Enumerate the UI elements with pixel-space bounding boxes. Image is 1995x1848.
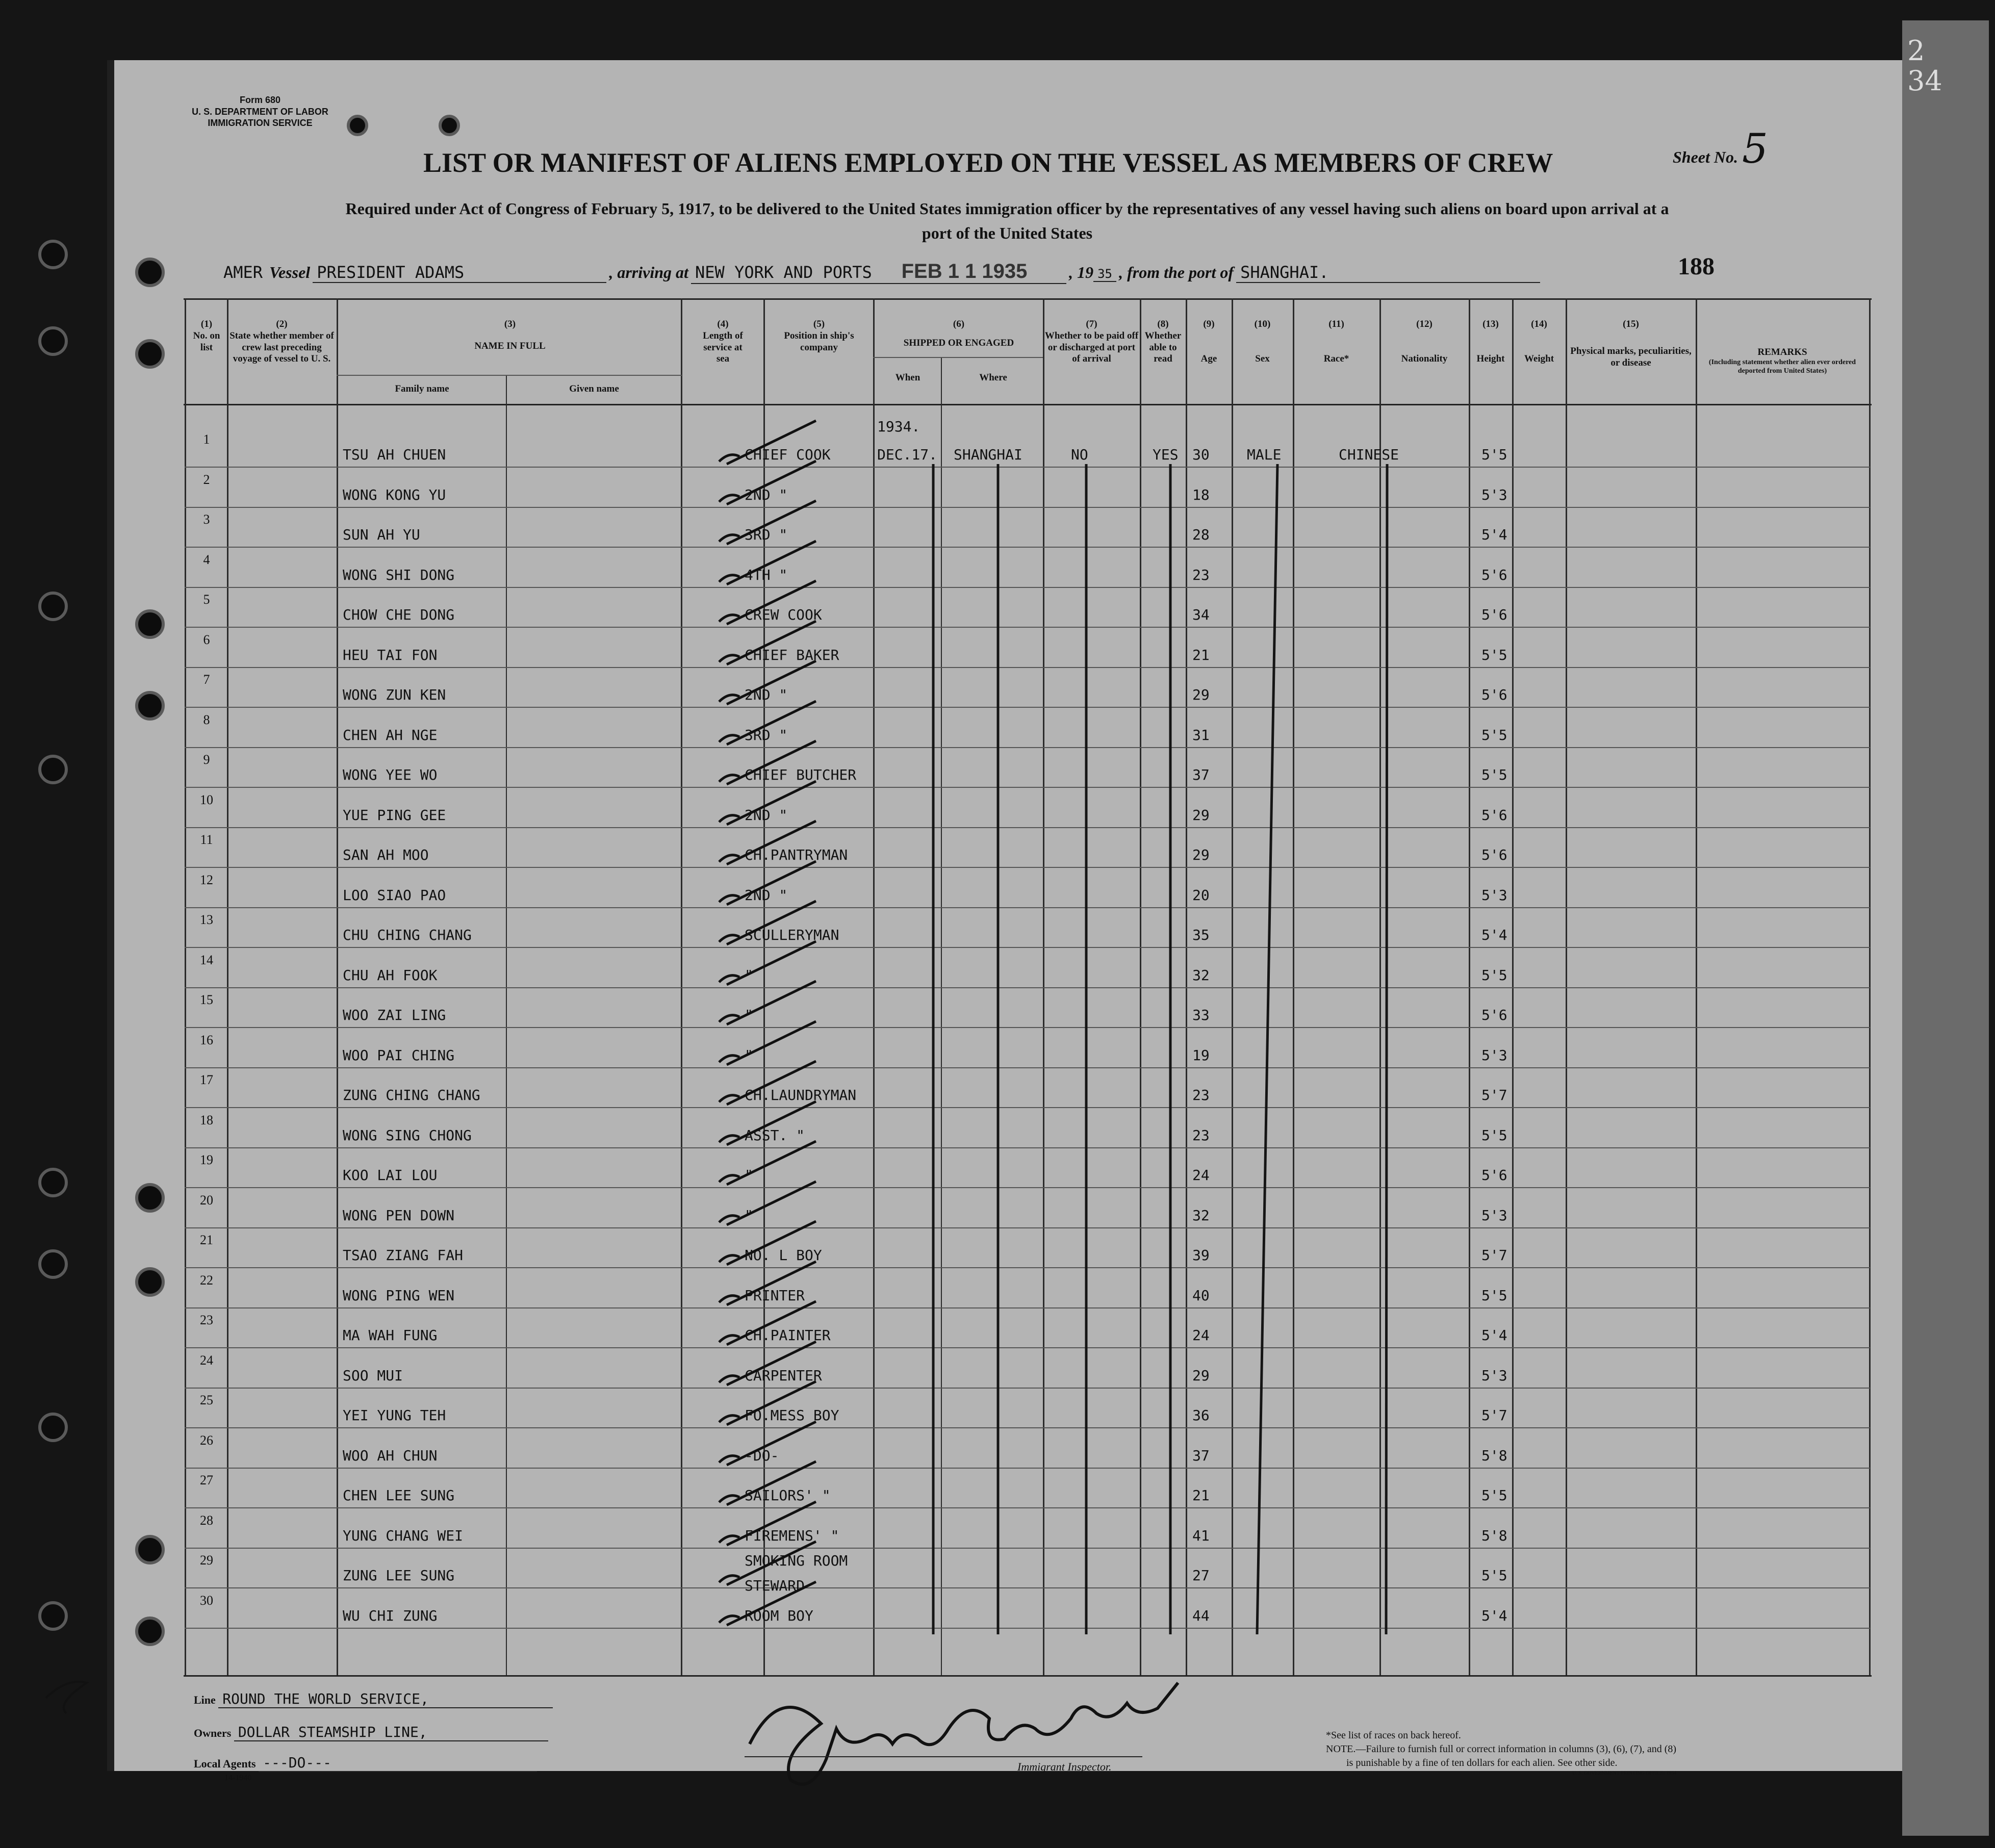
age: 19 <box>1192 1047 1210 1064</box>
departure-port: SHANGHAI. <box>1236 263 1540 283</box>
row-number: 28 <box>200 1513 213 1528</box>
footer-line: Line ROUND THE WORLD SERVICE, <box>194 1690 553 1708</box>
height: 5'4 <box>1481 927 1507 943</box>
age: 34 <box>1192 606 1210 623</box>
position: 2ND " <box>745 686 788 703</box>
height: 5'5 <box>1481 766 1507 783</box>
age: 23 <box>1192 567 1210 583</box>
position: NO. L BOY <box>745 1247 822 1264</box>
position: 4TH " <box>745 567 788 583</box>
height: 5'7 <box>1481 1407 1507 1424</box>
row-number: 7 <box>203 672 210 687</box>
row-number: 27 <box>200 1473 213 1487</box>
family-name: WOO PAI CHING <box>343 1047 455 1064</box>
row-number: 6 <box>203 632 210 647</box>
position: FO.MESS BOY <box>745 1407 839 1424</box>
row-number: 26 <box>200 1433 213 1448</box>
age: 32 <box>1192 967 1210 984</box>
height: 5'6 <box>1481 807 1507 824</box>
age: 37 <box>1192 766 1210 783</box>
year-value: 35 <box>1093 267 1116 282</box>
age: 44 <box>1192 1607 1210 1624</box>
page-title: LIST OR MANIFEST OF ALIENS EMPLOYED ON THE VESSEL AS MEMBERS OF CREW <box>423 147 1553 178</box>
family-name: CHEN LEE SUNG <box>343 1487 455 1504</box>
date-stamp: FEB 1 1 1935 <box>901 260 1028 283</box>
height: 5'6 <box>1481 1007 1507 1023</box>
row-number: 4 <box>203 552 210 567</box>
row-number: 17 <box>200 1072 213 1087</box>
height: 5'5 <box>1481 727 1507 743</box>
vessel-label: Vessel <box>269 263 311 281</box>
height: 5'5 <box>1481 967 1507 984</box>
age: 29 <box>1192 846 1210 863</box>
col-header-service-length: (4) Length of service at sea <box>703 319 743 365</box>
position: -DO- <box>745 1447 779 1464</box>
position: ASST. " <box>745 1127 805 1144</box>
height: 5'4 <box>1481 526 1507 543</box>
family-name: TSAO ZIANG FAH <box>343 1247 464 1264</box>
shipped-when: DEC.17. <box>877 446 938 463</box>
height: 5'6 <box>1481 606 1507 623</box>
position: CHIEF BUTCHER <box>745 766 857 783</box>
margin-marks: 2 34 <box>1907 35 1942 97</box>
position: FIREMENS' " <box>745 1527 839 1544</box>
position: SAILORS' " <box>745 1487 831 1504</box>
position: ROOM BOY <box>745 1607 813 1624</box>
row-number: 15 <box>200 992 213 1007</box>
height: 5'5 <box>1481 1567 1507 1584</box>
manifest-count: 188 <box>1678 253 1715 280</box>
vessel-name: PRESIDENT ADAMS <box>313 263 606 283</box>
row-number: 8 <box>203 712 210 727</box>
row29-position-extra: SMOKING ROOM <box>745 1552 848 1569</box>
height: 5'6 <box>1481 686 1507 703</box>
age: 39 <box>1192 1247 1210 1264</box>
row-number: 23 <box>200 1313 213 1327</box>
position: " <box>745 967 753 984</box>
age: 40 <box>1192 1287 1210 1304</box>
footer-agents: Local Agents ---DO--- <box>194 1754 537 1772</box>
race-value: CHINESE <box>1339 446 1399 463</box>
height: 5'5 <box>1481 1487 1507 1504</box>
position: CH.PANTRYMAN <box>745 846 848 863</box>
row-number: 16 <box>200 1033 213 1047</box>
position: CARPENTER <box>745 1367 822 1384</box>
height: 5'3 <box>1481 1367 1507 1384</box>
family-name: LOO SIAO PAO <box>343 887 446 904</box>
family-name: YEI YUNG TEH <box>343 1407 446 1424</box>
row-number: 25 <box>200 1393 213 1407</box>
from-label: , from the port of <box>1119 263 1234 281</box>
height: 5'5 <box>1481 647 1507 663</box>
age: 23 <box>1192 1087 1210 1103</box>
family-name: MA WAH FUNG <box>343 1327 438 1344</box>
col-header-paid-off: (7) Whether to be paid off or discharged at port of arrival <box>1044 319 1139 365</box>
footer-notes: *See list of races on back hereof. NOTE.—Failure to furnish full or correct information in columns (3), (6), (7), and (8) is punishable by a fine of ten dollars for each alien. See other side. U. S. GOVERNMENT PRINTING OFFICE: 1934 <box>1326 1730 1677 1776</box>
family-name: SAN AH MOO <box>343 846 429 863</box>
height: 5'4 <box>1481 1327 1507 1344</box>
position: CHIEF COOK <box>745 446 831 463</box>
row-number: 14 <box>200 953 213 967</box>
col-header-read: (8) Whether able to read <box>1144 319 1182 365</box>
family-name: CHU AH FOOK <box>343 967 438 984</box>
family-name: HEU TAI FON <box>343 647 438 663</box>
position: SCULLERYMAN <box>745 927 839 943</box>
position: " <box>745 1207 753 1224</box>
height: 5'5 <box>1481 1287 1507 1304</box>
row-number: 1 <box>203 432 210 447</box>
age: 29 <box>1192 807 1210 824</box>
height: 5'5 <box>1481 1127 1507 1144</box>
col-header-sex: (10) Sex <box>1254 319 1271 364</box>
position: CH.PAINTER <box>745 1327 831 1344</box>
height: 5'5 <box>1481 446 1507 463</box>
arriving-port: NEW YORK AND PORTS FEB 1 1 1935 <box>691 260 1066 284</box>
family-name: YUE PING GEE <box>343 807 446 824</box>
age: 33 <box>1192 1007 1210 1023</box>
col-header-physical-marks: (15) Physical marks, peculiarities, or disease <box>1570 319 1692 368</box>
age: 30 <box>1192 446 1210 463</box>
row-number: 19 <box>200 1152 213 1167</box>
vessel-prefix: AMER <box>223 263 263 282</box>
position: PRINTER <box>745 1287 805 1304</box>
age: 35 <box>1192 927 1210 943</box>
footer-owners: Owners DOLLAR STEAMSHIP LINE, <box>194 1724 548 1741</box>
age: 23 <box>1192 1127 1210 1144</box>
position: " <box>745 1167 753 1184</box>
position: CH.LAUNDRYMAN <box>745 1087 857 1103</box>
col-header-shipped: (6) SHIPPED OR ENGAGED <box>903 319 1014 348</box>
row-number: 11 <box>200 832 213 847</box>
row-number: 3 <box>203 512 210 527</box>
age: 29 <box>1192 686 1210 703</box>
position: CREW COOK <box>745 606 822 623</box>
col-header-position: (5) Position in ship's company <box>784 319 854 353</box>
col-header-family-name: Family name <box>395 383 449 394</box>
col-header-age: (9) Age <box>1200 319 1217 364</box>
row-number: 21 <box>200 1233 213 1247</box>
form-code: 14-1940 <box>224 1774 252 1782</box>
row-number: 5 <box>203 592 210 607</box>
family-name: WONG KONG YU <box>343 486 446 503</box>
age: 36 <box>1192 1407 1210 1424</box>
position: 2ND " <box>745 807 788 824</box>
position: " <box>745 1007 753 1023</box>
age: 28 <box>1192 526 1210 543</box>
family-name: CHU CHING CHANG <box>343 927 472 943</box>
family-name: WONG YEE WO <box>343 766 438 783</box>
family-name: WONG ZUN KEN <box>343 686 446 703</box>
age: 21 <box>1192 647 1210 663</box>
age: 20 <box>1192 887 1210 904</box>
row-number: 24 <box>200 1353 213 1368</box>
height: 5'3 <box>1481 1047 1507 1064</box>
position: STEWARD <box>745 1577 805 1594</box>
family-name: CHEN AH NGE <box>343 727 438 743</box>
family-name: ZUNG CHING CHANG <box>343 1087 480 1103</box>
family-name: ZUNG LEE SUNG <box>343 1567 455 1584</box>
height: 5'3 <box>1481 486 1507 503</box>
family-name: TSU AH CHUEN <box>343 446 446 463</box>
family-name: KOO LAI LOU <box>343 1167 438 1184</box>
height: 5'6 <box>1481 567 1507 583</box>
col-header-given-name: Given name <box>569 383 619 394</box>
age: 27 <box>1192 1567 1210 1584</box>
row-number: 18 <box>200 1113 213 1127</box>
height: 5'3 <box>1481 887 1507 904</box>
age: 41 <box>1192 1527 1210 1544</box>
age: 24 <box>1192 1327 1210 1344</box>
col-header-race: (11) Race* <box>1323 319 1349 364</box>
height: 5'6 <box>1481 846 1507 863</box>
height: 5'8 <box>1481 1447 1507 1464</box>
year-label: , 19 <box>1069 263 1094 281</box>
family-name: WONG SHI DONG <box>343 567 455 583</box>
family-name: WOO AH CHUN <box>343 1447 438 1464</box>
col-header-no: (1) No. on list <box>193 319 220 353</box>
age: 21 <box>1192 1487 1210 1504</box>
position: 2ND " <box>745 486 788 503</box>
row-number: 2 <box>203 472 210 487</box>
family-name: SOO MUI <box>343 1367 403 1384</box>
position: " <box>745 1047 753 1064</box>
row-number: 10 <box>200 792 213 807</box>
height: 5'3 <box>1481 1207 1507 1224</box>
row-number: 13 <box>200 912 213 927</box>
col-header-where: Where <box>979 372 1007 383</box>
sex-value: MALE <box>1247 446 1282 463</box>
family-name: WONG SING CHONG <box>343 1127 472 1144</box>
height: 5'7 <box>1481 1087 1507 1103</box>
col-header-nationality: (12) Nationality <box>1401 319 1448 364</box>
family-name: SUN AH YU <box>343 526 420 543</box>
family-name: YUNG CHANG WEI <box>343 1527 464 1544</box>
age: 18 <box>1192 486 1210 503</box>
form-id: Form 680 U. S. DEPARTMENT OF LABOR IMMIGRATION SERVICE <box>192 95 328 128</box>
row-number: 22 <box>200 1273 213 1288</box>
position: 2ND " <box>745 887 788 904</box>
age: 29 <box>1192 1367 1210 1384</box>
family-name: WU CHI ZUNG <box>343 1607 438 1624</box>
col-header-name: (3) NAME IN FULL <box>474 319 546 351</box>
height: 5'4 <box>1481 1607 1507 1624</box>
family-name: WONG PING WEN <box>343 1287 455 1304</box>
row-number: 29 <box>200 1553 213 1568</box>
able-to-read-value: YES <box>1153 446 1179 463</box>
height: 5'7 <box>1481 1247 1507 1264</box>
col-header-remarks: REMARKS (Including statement whether alien ever ordered deported from United States) <box>1708 347 1856 375</box>
inspector-label: Immigrant Inspector. <box>1017 1760 1112 1773</box>
position: CHIEF BAKER <box>745 647 839 663</box>
arriving-label: , arriving at <box>609 263 688 281</box>
row-number: 12 <box>200 872 213 887</box>
family-name: CHOW CHE DONG <box>343 606 455 623</box>
col-header-when: When <box>895 372 920 383</box>
paid-off-value: NO <box>1071 446 1088 463</box>
shipped-where: SHANGHAI <box>954 446 1022 463</box>
row-number: 30 <box>200 1593 213 1608</box>
height: 5'6 <box>1481 1167 1507 1184</box>
age: 37 <box>1192 1447 1210 1464</box>
col-header-weight: (14) Weight <box>1524 319 1554 364</box>
row-number: 9 <box>203 752 210 767</box>
age: 31 <box>1192 727 1210 743</box>
height: 5'8 <box>1481 1527 1507 1544</box>
age: 24 <box>1192 1167 1210 1184</box>
position: 3RD " <box>745 526 788 543</box>
col-header-prior-voyage: (2) State whether member of crew last preceding voyage of vessel to U. S. <box>229 319 334 365</box>
family-name: WOO ZAI LING <box>343 1007 446 1023</box>
family-name: WONG PEN DOWN <box>343 1207 455 1224</box>
row-number: 20 <box>200 1193 213 1208</box>
position: 3RD " <box>745 727 788 743</box>
sheet-number: Sheet No. 5 <box>1673 125 1768 172</box>
shipped-year: 1934. <box>877 418 920 435</box>
age: 32 <box>1192 1207 1210 1224</box>
form-subtitle: Required under Act of Congress of February 5, 1917, to be delivered to the United States immigration officer by the representatives of any vessel having such aliens on board upon arrival at a port of the United States <box>345 199 1669 242</box>
col-header-height: (13) Height <box>1476 319 1505 364</box>
